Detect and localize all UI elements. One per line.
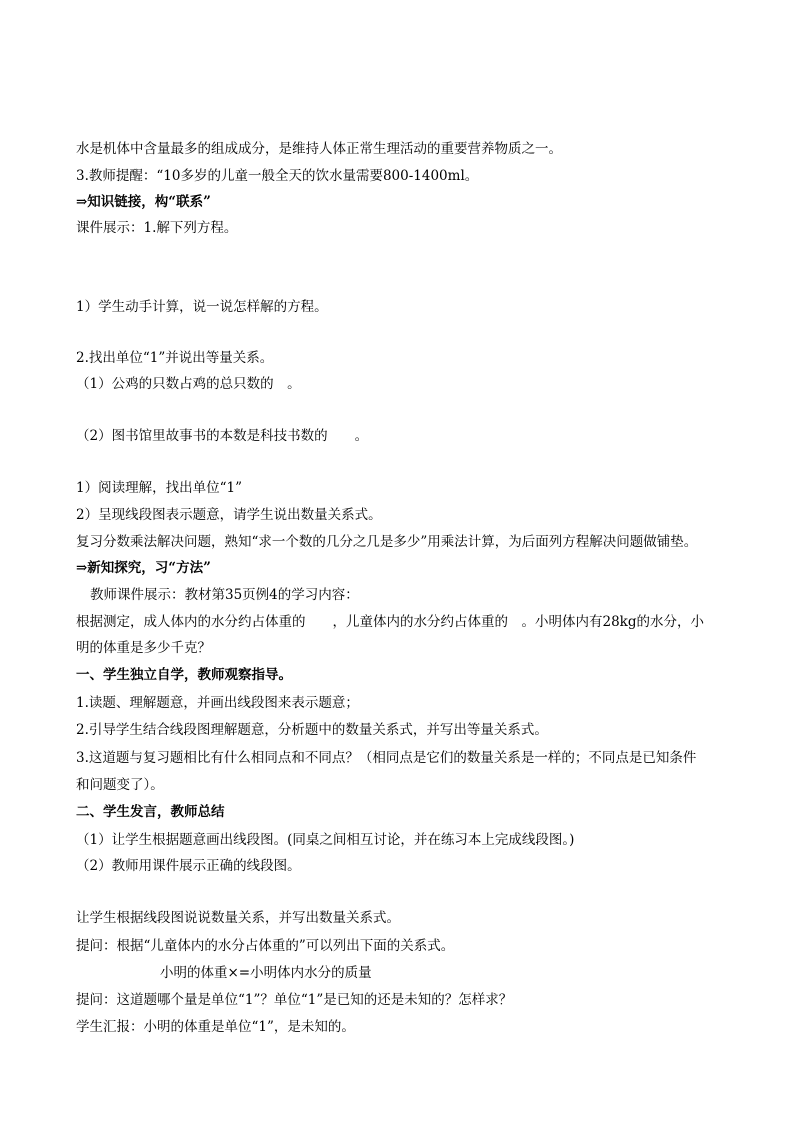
text-line: 1.读题、理解题意，并画出线段图来表示题意； [76,695,359,711]
text-line: 2）呈现线段图表示题意，请学生说出数量关系式。 [76,507,382,523]
section-heading: ⇒知识链接，构“联系” [76,194,211,210]
text-line: 根据测定，成人体内的水分约占体重的 ，儿童体内的水分约占体重的 。小明体内有28kg的水分，小 [76,614,704,630]
text-line: 1）阅读理解，找出单位“1” [76,480,242,496]
text-line: 提问：这道题哪个量是单位“1”？单位“1”是已知的还是未知的？怎样求？ [76,992,513,1008]
text-line: 2.找出单位“1”并说出等量关系。 [76,350,274,366]
text-line: （2）图书馆里故事书的本数是科技书数的 。 [76,428,369,444]
text-line: 小明的体重×=小明体内水分的质量 [160,965,372,981]
text-line: 2.引导学生结合线段图理解题意，分析题中的数量关系式，并写出等量关系式。 [76,722,548,738]
text-line: 课件展示：1.解下列方程。 [76,220,238,236]
text-line: 复习分数乘法解决问题，熟知“求一个数的几分之几是多少”用乘法计算，为后面列方程解决问题做铺垫。 [76,534,698,550]
section-heading: ⇒新知探究，习“方法” [76,560,211,576]
text-line: 和问题变了）。 [76,777,164,793]
text-line: 3.教师提醒：“10多岁的儿童一般全天的饮水量需要800-1400ml。 [76,168,479,184]
text-line: 学生汇报：小明的体重是单位“1”，是未知的。 [76,1019,355,1035]
text-line: 让学生根据线段图说说数量关系，并写出数量关系式。 [76,910,400,926]
text-line: 教师课件展示：教材第35页例4的学习内容： [90,587,359,603]
text-line: （1）公鸡的只数占鸡的总只数的 。 [76,376,301,392]
text-line: 水是机体中含量最多的组成成分，是维持人体正常生理活动的重要营养物质之一。 [76,141,562,157]
text-line: （1）让学生根据题意画出线段图。(同桌之间相互讨论，并在练习本上完成线段图。) [76,832,575,848]
text-line: 提问：根据“儿童体内的水分占体重的”可以列出下面的关系式。 [76,938,455,954]
section-heading: 一、学生独立自学，教师观察指导。 [76,667,292,683]
text-line: （2）教师用课件展示正确的线段图。 [76,858,301,874]
text-line: 3.这道题与复习题相比有什么相同点和不同点？（相同点是它们的数量关系是一样的；不同点是已知条件 [76,750,697,766]
text-line: 明的体重是多少千克？ [76,640,211,656]
text-line: 1）学生动手计算，说一说怎样解的方程。 [76,299,328,315]
section-heading: 二、学生发言，教师总结 [76,804,225,820]
